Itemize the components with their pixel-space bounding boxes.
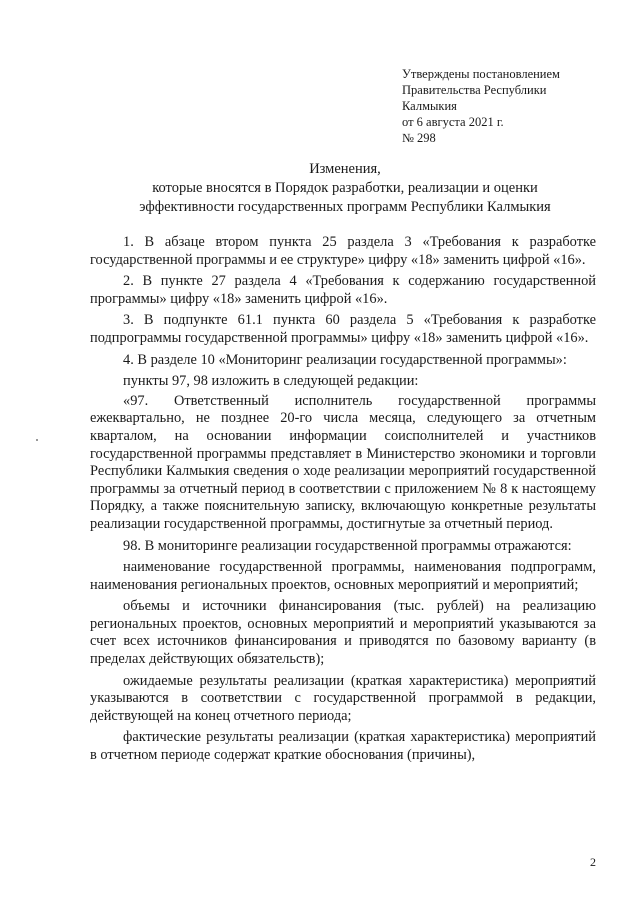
paragraph: 98. В мониторинге реализации государственной программы отражаются: — [123, 537, 572, 554]
approval-line: Утверждены постановлением — [402, 67, 560, 81]
paragraph: 3. В подпункте 61.1 пункта 60 раздела 5 «Требования к разработке подпрограммы государственной программы» цифру «18» заменить цифрой «16». — [90, 312, 596, 346]
approval-line: № 298 — [402, 131, 436, 145]
page-number: 2 — [590, 855, 596, 869]
heading-line: которые вносятся в Порядок разработки, реализации и оценки — [152, 180, 538, 196]
heading-line: эффективности государственных программ Республики Калмыкия — [139, 199, 551, 215]
paragraph: 1. В абзаце втором пункта 25 раздела 3 «Требования к разработке государственной программы и ее структуре» цифру «18» заменить цифрой «16». — [90, 234, 596, 268]
approval-line: от 6 августа 2021 г. — [402, 115, 504, 129]
approval-stamp — [402, 66, 560, 146]
paragraph: фактические результаты реализации (краткая характеристика) мероприятий в отчетном периоде содержат краткие обоснования (причины), — [90, 729, 596, 764]
paragraph: 4. В разделе 10 «Мониторинг реализации государственной программы»: — [123, 351, 567, 368]
paragraph: объемы и источники финансирования (тыс. рублей) на реализацию региональных проектов, основных мероприятий и мероприятий указываются за счет всех источников финансирования и приводятся по базовому варианту (в пределах действующих обязательств); — [90, 598, 596, 668]
approval-line: Калмыкия — [402, 99, 457, 113]
document-body — [90, 234, 596, 769]
paragraph: пункты 97, 98 изложить в следующей редакции: — [123, 373, 419, 390]
paragraph: ожидаемые результаты реализации (краткая характеристика) мероприятий указываются в соответствии с государственной программой в редакции, действующей на конец отчетного периода; — [90, 672, 596, 724]
scan-speck — [36, 439, 38, 441]
approval-line: Правительства Республики — [402, 83, 547, 97]
paragraph: «97. Ответственный исполнитель государственной программы ежеквартально, не позднее 20-го числа месяца, следующего за отчетным кварталом, на основании информации соисполнителей и участников государственной программы представляет в Министерство экономики и торговли Республики Калмыкия сведения о ходе реализации мероприятий государственной программы за отчетный период в соответствии с приложением № 8 к настоящему Порядку, а также пояснительную записку, включающую конкретные результаты реализации государственной программы, достигнутые за отчетный период. — [90, 392, 596, 532]
paragraph: наименование государственной программы, наименования подпрограмм, наименования региональных проектов, основных мероприятий и мероприятий; — [90, 559, 596, 593]
document-heading — [90, 160, 600, 217]
heading-title: Изменения, — [309, 161, 381, 177]
paragraph: 2. В пункте 27 раздела 4 «Требования к содержанию государственной программы» цифру «18» заменить цифрой «16». — [90, 273, 596, 307]
